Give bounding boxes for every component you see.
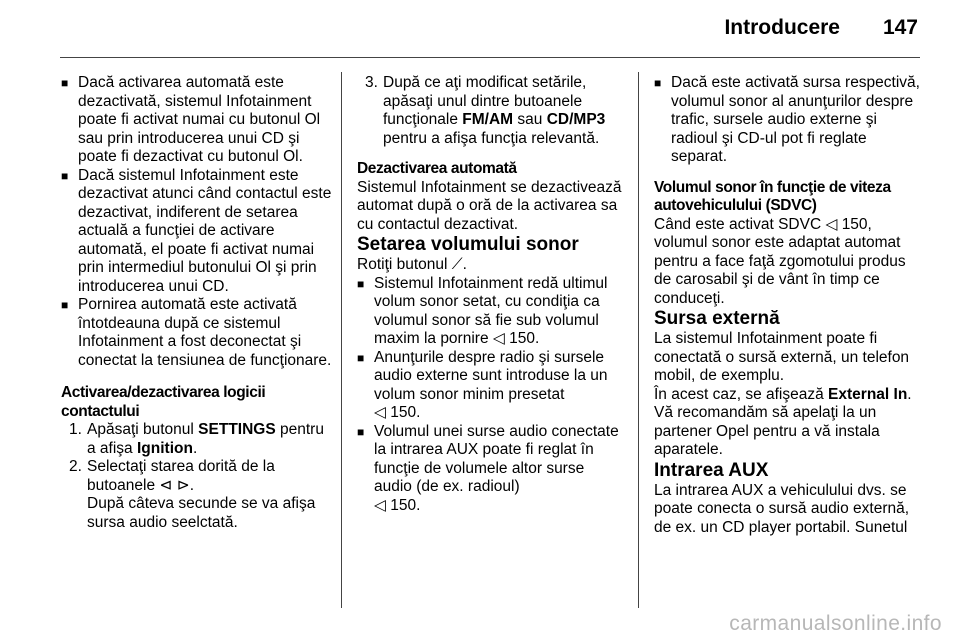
- bullet-icon: ■: [357, 424, 365, 439]
- list-item: ■ Dacă activarea automată este dezactivată, sistemul Infotainment poate fi activat numai cu butonul Ol sau prin introducerea unui CD şi poate fi dezactivat cu butonul Ol.: [61, 74, 321, 165]
- reference-arrow-icon: ◁: [492, 330, 505, 347]
- reference-arrow-icon: ◁: [374, 496, 386, 514]
- step-2: 2. Selectaţi starea dorită de la butoanele ⊲ ⊳.: [69, 458, 275, 494]
- page-number: 147: [882, 16, 918, 39]
- volume-knob-icon: ⟋: [451, 256, 463, 273]
- left-right-arrow-icon: ⊲ ⊳: [159, 476, 190, 494]
- bullet-icon: ■: [357, 350, 365, 365]
- section-heading: Volumul sonor în funcţie de viteza autovehiculului (SDVC): [654, 178, 891, 214]
- step-2-note: După câteva secunde se va afişa sursa audio seelctată.: [87, 495, 316, 531]
- list-item: ■ Volumul unei surse audio conectate la intrarea AUX poate fi reglat în funcţie de volumele altor surse audio (de ex. radioul) ◁ 150.: [357, 422, 619, 514]
- page-title: Introducere: [724, 16, 840, 39]
- paragraph: Vă recomandăm să apelaţi la un partener Opel pentru a vă instala aparatele.: [654, 404, 880, 458]
- list-item: ■ Sistemul Infotainment redă ultimul volum sonor setat, cu condiţia ca volumul sonor să fie sub volumul maxim la pornire ◁ 150.: [357, 274, 608, 347]
- bullet-icon: ■: [61, 76, 69, 90]
- column-3: [654, 74, 924, 537]
- page-header: [0, 16, 960, 46]
- paragraph: La intrarea AUX a vehiculului dvs. se poate conecta o sursă audio externă, de ex. un CD player portabil. Sunetul: [654, 481, 910, 536]
- paragraph: Rotiţi butonul ⟋.: [357, 256, 467, 273]
- paragraph: La sistemul Infotainment poate fi conectată o sursă externă, un telefon mobil, de exemplu.: [654, 330, 910, 384]
- bullet-icon: ■: [61, 298, 69, 312]
- list-item: ■ Anunţurile despre radio şi sursele audio externe sunt introduse la un volum sonor minim presetat ◁ 150.: [357, 348, 608, 421]
- reference-arrow-icon: ◁: [374, 404, 386, 421]
- paragraph: Când este activat SDVC ◁ 150, volumul sonor este adaptat automat pentru a face faţă zgomotului produs de carosabil şi de vânt în timp ce conduceţi.: [654, 215, 906, 307]
- list-item: ■ Dacă este activată sursa respectivă, volumul sonor al anunţurilor despre trafic, sursele audio externe şi radioul şi CD-ul pot fi reglate separat.: [654, 74, 920, 165]
- step-1: 1. Apăsaţi butonul SETTINGS pentru a afişa Ignition.: [69, 421, 324, 457]
- column-1: [61, 74, 336, 532]
- paragraph: Sistemul Infotainment se dezactivează automat după o oră de la activarea sa cu contactul dezactivat.: [357, 178, 622, 233]
- section-title: Sursa externă: [654, 308, 780, 329]
- column-2: [357, 74, 622, 515]
- column-divider-2: [638, 72, 639, 608]
- section-title: Intrarea AUX: [654, 459, 769, 481]
- watermark: carmanualsonline.info: [729, 612, 942, 635]
- section-heading: Dezactivarea automată: [357, 160, 517, 177]
- section-title: Setarea volumului sonor: [357, 234, 579, 255]
- bullet-icon: ■: [357, 276, 365, 291]
- list-item: ■ Pornirea automată este activată întotdeauna după ce sistemul Infotainment a fost deconectat şi conectat la tensiunea de funcţionare.: [61, 296, 332, 369]
- reference-arrow-icon: ◁: [825, 215, 838, 233]
- header-rule: [60, 57, 920, 58]
- column-divider-1: [341, 72, 342, 608]
- section-heading: Activarea/dezactivarea logicii contactului: [61, 384, 266, 420]
- bullet-icon: ■: [61, 168, 69, 183]
- bullet-icon: ■: [654, 76, 662, 90]
- paragraph: În acest caz, se afişează External In.: [654, 385, 912, 403]
- list-item: ■ Dacă sistemul Infotainment este dezactivat atunci când contactul este dezactivat, indiferent de setarea actuală a funcţiei de activare automată, el poate fi activat numai prin intermediul butonului Ol şi prin introducerea unui CD.: [61, 166, 332, 295]
- step-3: 3. După ce aţi modificat setările, apăsaţi unul dintre butoanele funcţionale FM/AM sau CD/MP3 pentru a afişa funcţia relevantă.: [365, 74, 606, 147]
